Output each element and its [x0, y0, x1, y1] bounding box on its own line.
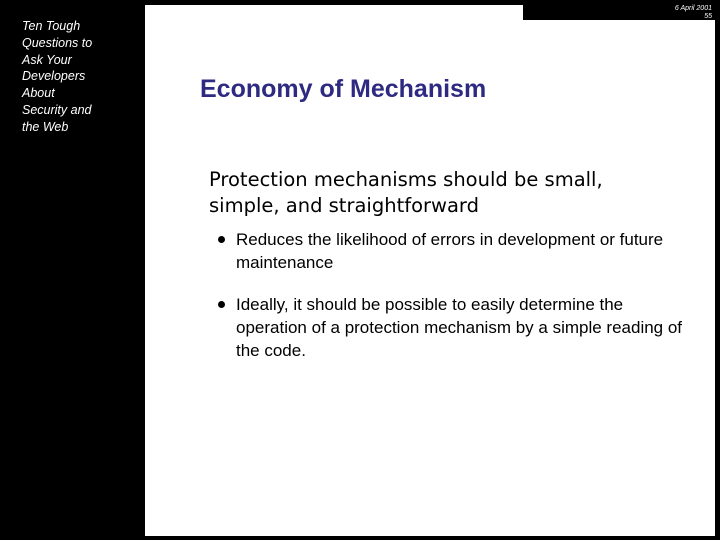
slide-date: 6 April 2001	[674, 5, 712, 12]
bullet-text: Reduces the likelihood of errors in development or future maintenance	[236, 230, 664, 272]
presentation-title: Ten Tough Questions to Ask Your Developers About Security and the Web	[22, 19, 93, 134]
main-point: Protection mechanisms should be small, simple, and straightforward	[209, 168, 603, 217]
header-band	[523, 0, 720, 20]
bullet-list	[216, 228, 686, 381]
header-meta	[642, 5, 712, 20]
slide-title: Economy of Mechanism	[200, 75, 487, 103]
bullet-item	[216, 228, 686, 274]
bullet-dot-icon	[218, 236, 225, 243]
bullet-dot-icon	[218, 301, 225, 308]
sidebar	[0, 0, 145, 540]
bullet-item	[216, 293, 686, 362]
slide-number: 55	[704, 13, 712, 20]
bullet-text: Ideally, it should be possible to easily determine the operation of a protection mechanism by a simple reading of the code.	[236, 295, 683, 360]
